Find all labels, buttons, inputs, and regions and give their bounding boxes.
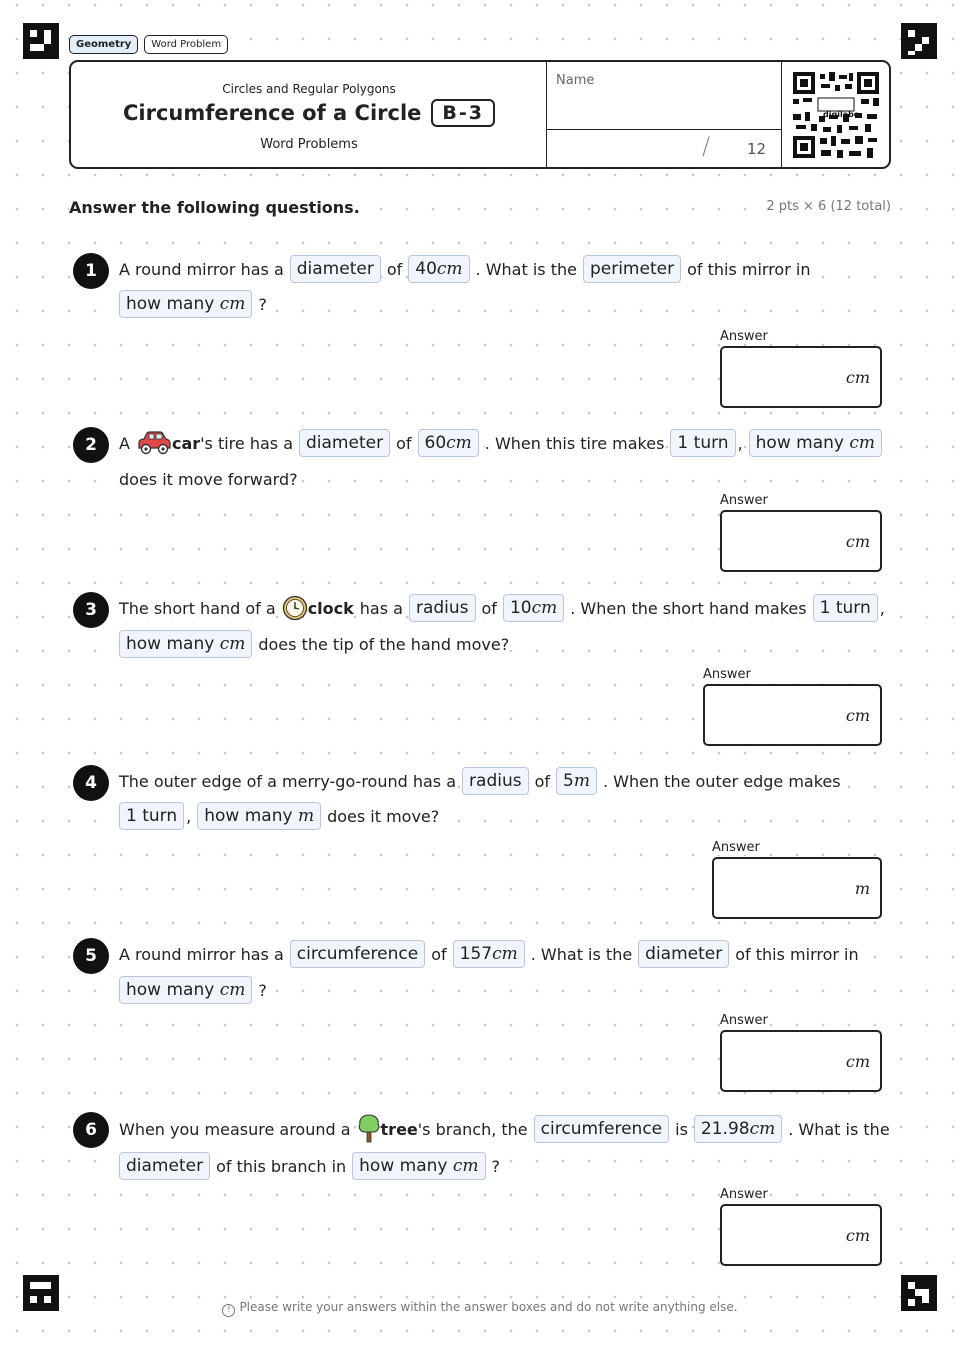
question-text-line-2: does it move forward?	[119, 470, 298, 489]
keyword-radius: radius	[462, 767, 529, 795]
keyword-circumference: circumference	[290, 940, 425, 968]
points-info: 2 pts × 6 (12 total)	[766, 199, 891, 214]
answer-label: Answer	[720, 1187, 768, 1202]
corner-marker-top-left	[23, 23, 59, 59]
question-5	[73, 938, 888, 1098]
keyword-circumference: circumference	[534, 1115, 669, 1143]
category-tags	[69, 35, 228, 54]
answer-unit: cm	[845, 368, 870, 387]
answer-box-3[interactable]	[703, 684, 882, 746]
answer-unit: cm	[845, 532, 870, 551]
question-text-line-2: how many cm does the tip of the hand move?	[119, 630, 509, 658]
footer-text: Please write your answers within the answer boxes and do not write anything else.	[239, 1300, 738, 1314]
value-5m: 5m	[556, 767, 597, 795]
answer-box-2[interactable]	[720, 510, 882, 572]
keyword-diameter: diameter	[290, 255, 381, 283]
qr-label: digilabo	[823, 110, 860, 119]
topic: Circles and Regular Polygons	[222, 82, 396, 96]
keyword-diameter: diameter	[638, 940, 729, 968]
question-2	[73, 427, 888, 587]
how-many-cm: how many cm	[119, 976, 252, 1004]
score-slash: /	[702, 132, 711, 160]
question-number: 6	[73, 1112, 109, 1148]
worksheet-code: B-3	[431, 99, 495, 127]
answer-label: Answer	[712, 840, 760, 855]
keyword-diameter: diameter	[119, 1152, 210, 1180]
footer-note	[0, 1300, 960, 1317]
question-text-line-1: A round mirror has a circumference of 157cm . What is the diameter of this mirror in	[119, 940, 859, 968]
question-1	[73, 253, 888, 413]
how-many-cm: how many cm	[119, 630, 252, 658]
question-4	[73, 765, 888, 925]
value-1-turn: 1 turn	[670, 429, 735, 457]
how-many-cm: how many cm	[749, 429, 882, 457]
keyword-diameter: diameter	[299, 429, 390, 457]
value-60cm: 60cm	[418, 429, 479, 457]
info-icon: !	[222, 1304, 235, 1317]
worksheet-header	[69, 60, 891, 169]
question-number: 1	[73, 253, 109, 289]
question-text-line-2: how many cm ?	[119, 290, 267, 318]
subtitle: Word Problems	[260, 137, 358, 152]
answer-box-5[interactable]	[720, 1030, 882, 1092]
how-many-cm: how many cm	[119, 290, 252, 318]
tree-icon	[357, 1114, 381, 1144]
question-text-line-2: how many cm ?	[119, 976, 267, 1004]
value-10cm: 10cm	[503, 594, 564, 622]
value-21-98cm: 21.98cm	[694, 1115, 782, 1143]
answer-unit: cm	[845, 1226, 870, 1245]
value-157cm: 157cm	[453, 940, 525, 968]
page-title: Circumference of a Circle	[123, 101, 422, 125]
answer-box-6[interactable]	[720, 1204, 882, 1266]
question-text-line-1: A round mirror has a diameter of 40cm . What is the perimeter of this mirror in	[119, 255, 810, 283]
question-number: 4	[73, 765, 109, 801]
question-6	[73, 1112, 888, 1272]
question-number: 5	[73, 938, 109, 974]
value-1-turn: 1 turn	[119, 802, 184, 830]
answer-label: Answer	[703, 667, 751, 682]
question-text-line-2: diameter of this branch in how many cm ?	[119, 1152, 500, 1180]
clock-icon	[282, 595, 308, 621]
score-total: 12	[747, 140, 767, 158]
tag-word-problem: Word Problem	[144, 35, 228, 54]
name-field[interactable]	[547, 62, 782, 130]
question-text-line-1: A car 's tire has a diameter of 60cm . When this tire makes 1 turn , how many cm	[119, 429, 882, 457]
instructions: Answer the following questions.	[69, 198, 364, 217]
question-3	[73, 592, 888, 752]
value-1-turn: 1 turn	[813, 594, 878, 622]
tag-geometry: Geometry	[69, 35, 138, 54]
keyword-perimeter: perimeter	[583, 255, 681, 283]
name-label: Name	[556, 73, 595, 88]
question-text-line-1: The short hand of a clock has a radius of 10cm . When the short hand makes 1 turn ,	[119, 594, 885, 622]
question-number: 3	[73, 592, 109, 628]
how-many-m: how many m	[197, 802, 321, 830]
answer-label: Answer	[720, 493, 768, 508]
question-text-line-1: When you measure around a tree 's branch, the circumference is 21.98cm . What is the	[119, 1114, 890, 1144]
question-text-line-2: 1 turn , how many m does it move?	[119, 802, 439, 830]
question-text-line-1: The outer edge of a merry-go-round has a radius of 5m . When the outer edge makes	[119, 767, 841, 795]
how-many-cm: how many cm	[352, 1152, 485, 1180]
answer-unit: cm	[845, 706, 870, 725]
answer-unit: cm	[845, 1052, 870, 1071]
answer-label: Answer	[720, 329, 768, 344]
title-block	[71, 62, 547, 167]
answer-label: Answer	[720, 1013, 768, 1028]
score-field[interactable]	[547, 130, 782, 167]
keyword-radius: radius	[409, 594, 476, 622]
question-number: 2	[73, 427, 109, 463]
answer-box-4[interactable]	[712, 857, 882, 919]
car-icon	[136, 429, 172, 457]
answer-box-1[interactable]	[720, 346, 882, 408]
corner-marker-top-right	[901, 23, 937, 59]
value-40cm: 40cm	[408, 255, 469, 283]
answer-unit: m	[854, 879, 870, 898]
